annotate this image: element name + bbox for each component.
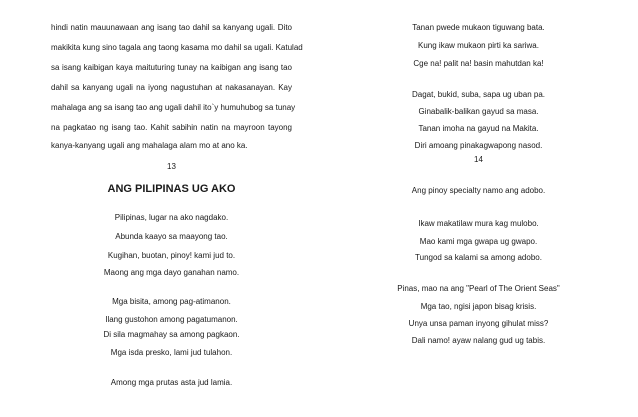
verse-line: Diri amoang pinakagwapong nasod.	[414, 141, 543, 150]
verse-line: Ilang gustohon among pagatumanon.	[105, 315, 238, 324]
verse-line: Dali namo! ayaw nalang gud ug tabis.	[411, 336, 546, 345]
verse-line: Pinas, mao na ang "Pearl of The Orient Seas"	[397, 284, 560, 293]
prose-line: na pagkatao ng isang tao. Kahit sabihin natin na mayroon tayong	[51, 123, 292, 132]
verse-line: Kugihan, buotan, pinoy! kami jud to.	[107, 251, 236, 260]
verse-line: Unya unsa paman inyong gihulat miss?	[408, 319, 549, 328]
page-number: 13	[167, 162, 176, 171]
verse-line: Tanan imoha na gayud na Makita.	[418, 124, 539, 133]
poem-title: ANG PILIPINAS UG AKO	[107, 183, 236, 195]
verse-line: Abunda kaayo sa maayong tao.	[115, 232, 228, 241]
verse-line: Kung ikaw mukaon pirti ka sariwa.	[418, 41, 539, 50]
page-number: 14	[474, 155, 483, 164]
verse-line: Dagat, bukid, suba, sapa ug uban pa.	[412, 90, 545, 99]
prose-line: kanya-kanyang ugali ang mahalaga alam mo at ano ka.	[51, 141, 248, 150]
verse-line: Mga bisita, among pag-atimanon.	[112, 297, 231, 306]
right-page	[319, 0, 638, 417]
prose-line: dahil sa kanyang ugali na iyong nagustuhan at nakasanayan. Kay	[51, 83, 292, 92]
prose-line: mahalaga ang sa isang tao ang ugali dahil ito`y humuhubog sa tunay	[51, 103, 296, 112]
verse-line: Among mga prutas asta jud lamia.	[110, 378, 233, 387]
prose-line: sa isang kaibigan kaya maituturing tunay na kaibigan ang isang tao	[51, 63, 292, 72]
verse-line: Ginabalik-balikan gayud sa masa.	[418, 107, 539, 116]
verse-line: Mga isda presko, lami jud tulahon.	[110, 348, 233, 357]
verse-line: Mao kami mga gwapa ug gwapo.	[419, 237, 538, 246]
verse-line: Tungod sa kalami sa among adobo.	[415, 253, 542, 262]
prose-line: makikita kung sino tagala ang taong kasama mo dahil sa ugali. Katulad	[51, 43, 303, 52]
verse-line: Maong ang mga dayo ganahan namo.	[103, 268, 240, 277]
verse-line: Mga tao, ngisi japon bisag krisis.	[420, 302, 537, 311]
verse-line: Pilipinas, lugar na ako nagdako.	[114, 213, 229, 222]
verse-line: Ikaw makatilaw mura kag mulobo.	[418, 219, 539, 228]
prose-line: hindi natin mauunawaan ang isang tao dahil sa kanyang ugali. Dito	[51, 23, 292, 32]
verse-line: Cge na! palit na! basin mahutdan ka!	[413, 59, 544, 68]
verse-line: Tanan pwede mukaon tiguwang bata.	[412, 23, 545, 32]
verse-line: Di sila magmahay sa among pagkaon.	[103, 330, 240, 339]
verse-line: Ang pinoy specialty namo ang adobo.	[411, 186, 546, 195]
